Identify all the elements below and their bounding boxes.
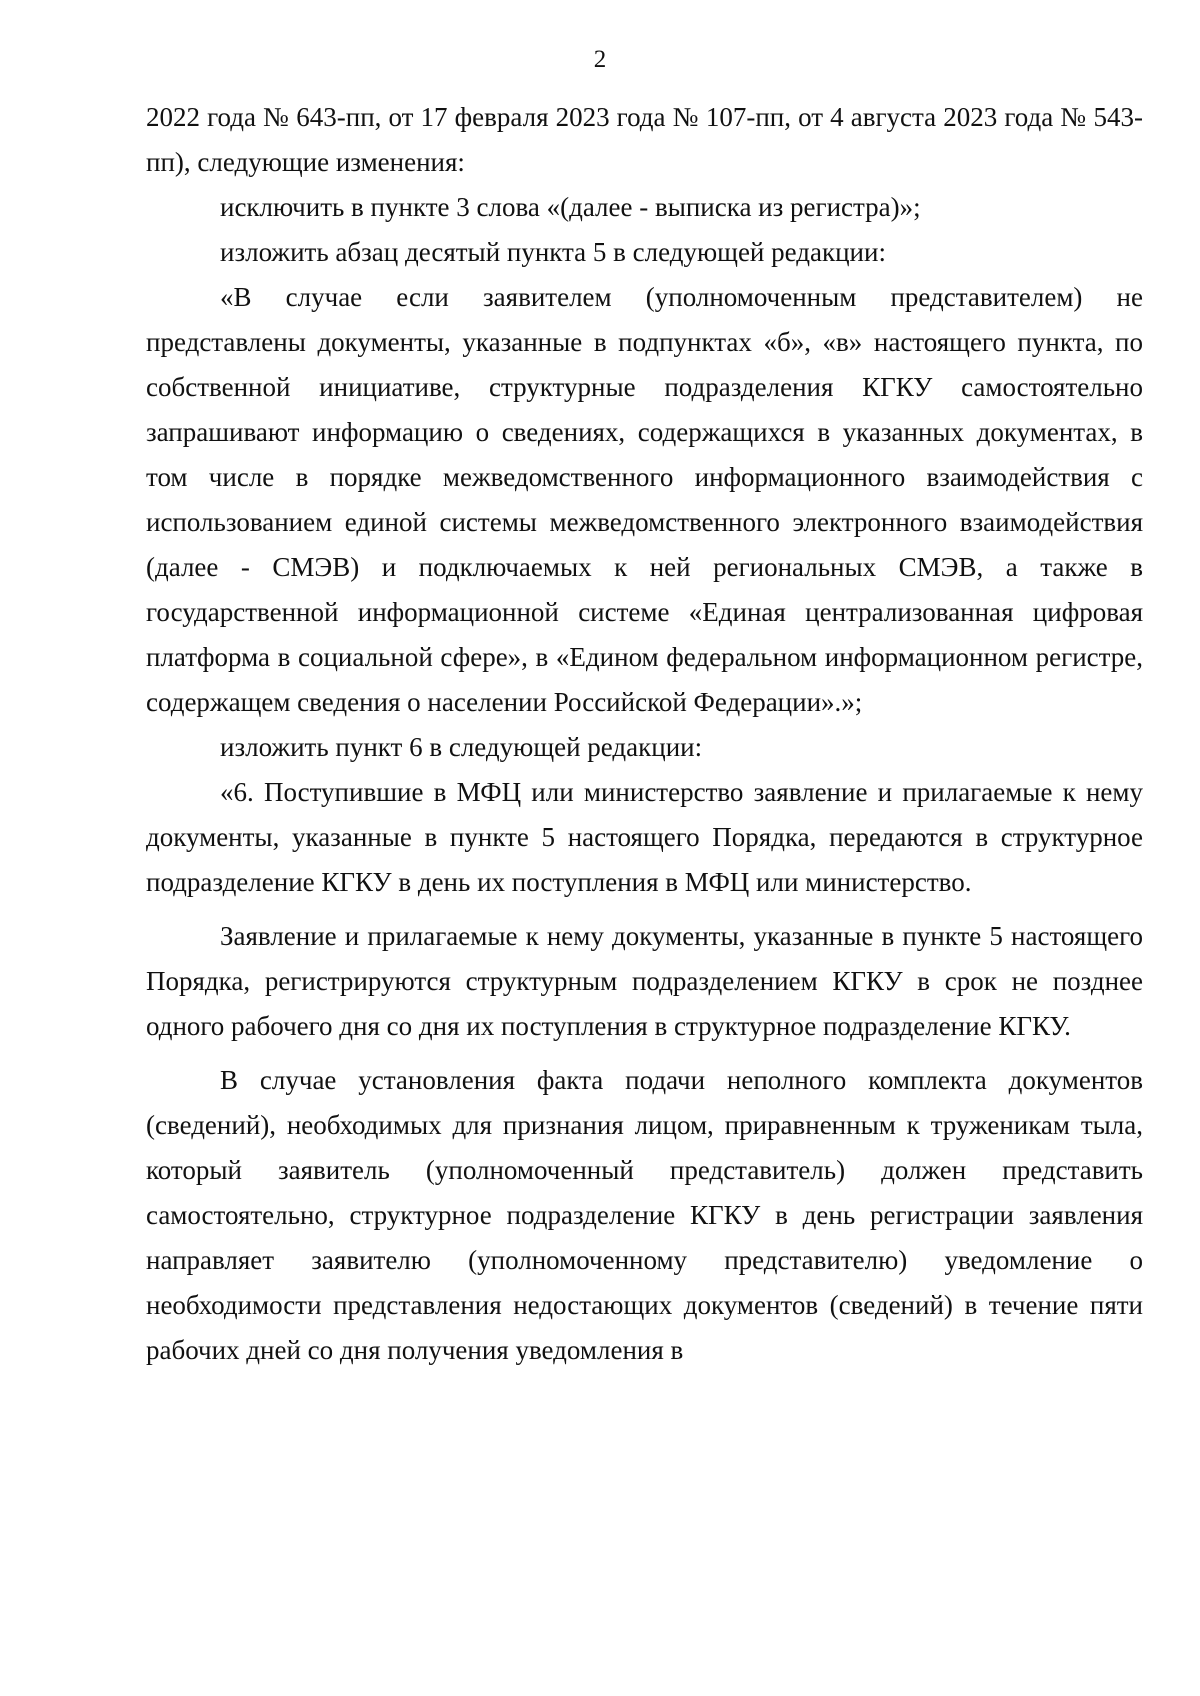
paragraph-registration: Заявление и прилагаемые к нему документы, указанные в пункте 5 настоящего Порядка, регистрируются структурным подразделением КГКУ в срок не позднее одного рабочего дня со дня их поступления в структурное подразделение КГКУ. — [146, 921, 1143, 1041]
paragraph-amendment-point-3: исключить в пункте 3 слова «(далее - выписка из регистра)»; — [220, 192, 921, 222]
paragraph-incomplete-documents: В случае установления факта подачи неполного комплекта документов (сведений), необходимых для признания лицом, приравненным к труженикам тыла, который заявитель (уполномоченный представитель) должен представить самостоятельно, структурное подразделение КГКУ в день регистрации заявления направляет заявителю (уполномоченному представителю) уведомление о необходимости представления недостающих документов (сведений) в течение пяти рабочих дней со дня получения уведомления в — [146, 1065, 1143, 1365]
document-body — [146, 95, 1143, 1373]
paragraph-amendment-point-5-intro: изложить абзац десятый пункта 5 в следующей редакции: — [220, 237, 886, 267]
paragraph-continuation: 2022 года № 643-пп, от 17 февраля 2023 года № 107-пп, от 4 августа 2023 года № 543-пп), следующие изменения: — [146, 102, 1143, 177]
paragraph-point-5-new-text: «В случае если заявителем (уполномоченным представителем) не представлены документы, указанные в подпунктах «б», «в» настоящего пункта, по собственной инициативе, структурные подразделения КГКУ самостоятельно запрашивают информацию о сведениях, содержащихся в указанных документах, в том числе в порядке межведомственного информационного взаимодействия с использованием единой системы межведомственного электронного взаимодействия (далее - СМЭВ) и подключаемых к ней региональных СМЭВ, а также в государственной информационной системе «Единая централизованная цифровая платформа в социальной сфере», в «Едином федеральном информационном регистре, содержащем сведения о населении Российской Федерации».»; — [146, 282, 1143, 717]
paragraph-point-6-new-text: «6. Поступившие в МФЦ или министерство заявление и прилагаемые к нему документы, указанные в пункте 5 настоящего Порядка, передаются в структурное подразделение КГКУ в день их поступления в МФЦ или министерство. — [146, 777, 1143, 897]
page-number: 2 — [593, 46, 607, 73]
paragraph-amendment-point-6-intro: изложить пункт 6 в следующей редакции: — [220, 732, 703, 762]
